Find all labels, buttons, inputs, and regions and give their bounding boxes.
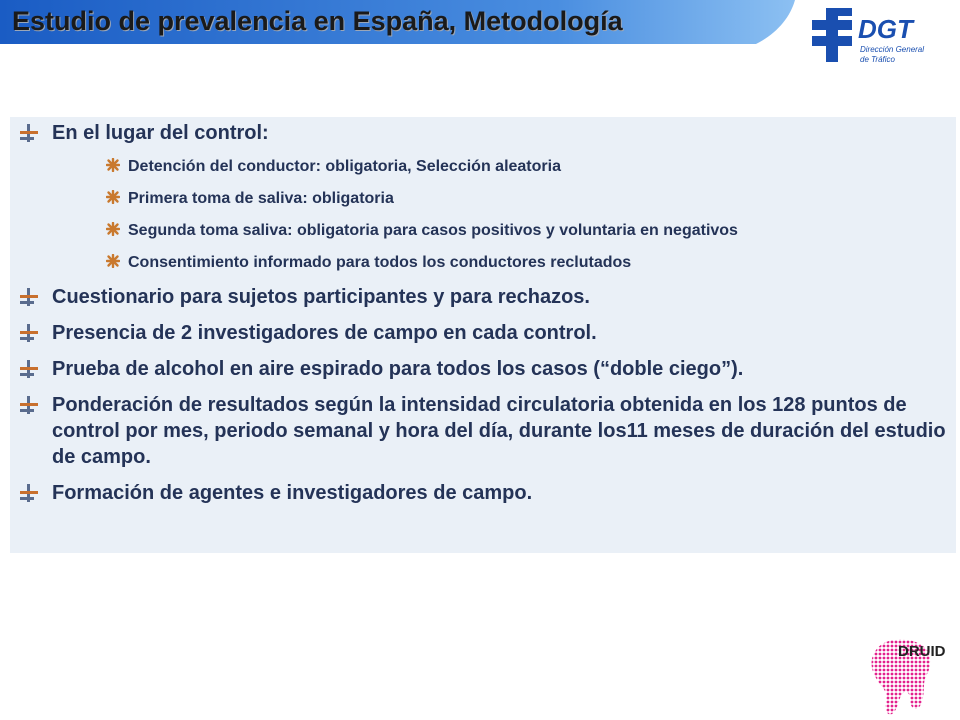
bullet-marker-icon bbox=[20, 396, 38, 414]
dgt-logo-line1: Dirección General bbox=[860, 45, 925, 54]
sub-bullet-marker-icon bbox=[106, 190, 120, 204]
bullet-item bbox=[18, 284, 948, 310]
bullet-item bbox=[18, 392, 948, 470]
bullet-marker-icon bbox=[20, 484, 38, 502]
dgt-logo bbox=[808, 4, 958, 74]
sub-bullet-text: Detención del conductor: obligatoria, Selección aleatoria bbox=[128, 158, 561, 175]
dgt-logo-line2: de Tráfico bbox=[860, 55, 895, 64]
bullet-text: Prueba de alcohol en aire espirado para todos los casos (“doble ciego”). bbox=[52, 358, 744, 380]
bullet-text: Formación de agentes e investigadores de campo. bbox=[52, 482, 533, 504]
sub-bullet-text: Primera toma de saliva: obligatoria bbox=[128, 190, 394, 207]
bullet-list bbox=[18, 120, 948, 516]
bullet-marker-icon bbox=[20, 288, 38, 306]
sub-bullet-marker-icon bbox=[106, 158, 120, 172]
sub-bullet-text: Segunda toma saliva: obligatoria para casos positivos y voluntaria en negativos bbox=[128, 222, 738, 239]
sub-bullet-list bbox=[52, 156, 948, 273]
bullet-item bbox=[18, 120, 948, 273]
druid-logo-name: DRUID bbox=[898, 643, 946, 660]
bullet-item bbox=[18, 356, 948, 382]
sub-bullet-item bbox=[94, 252, 948, 273]
bullet-text: En el lugar del control: bbox=[52, 122, 269, 144]
bullet-marker-icon bbox=[20, 124, 38, 142]
bullet-item bbox=[18, 320, 948, 346]
dgt-logo-name: DGT bbox=[858, 14, 913, 44]
sub-bullet-item bbox=[94, 220, 948, 241]
slide-title: Estudio de prevalencia en España, Metodología bbox=[12, 6, 623, 36]
sub-bullet-marker-icon bbox=[106, 254, 120, 268]
bullet-marker-icon bbox=[20, 360, 38, 378]
druid-logo bbox=[866, 636, 960, 720]
bullet-text: Ponderación de resultados según la intensidad circulatoria obtenida en los 128 puntos de control por mes, periodo semanal y hora del día, durante los11 meses de duración del estudio de campo. bbox=[52, 394, 946, 468]
bullet-text: Presencia de 2 investigadores de campo en cada control. bbox=[52, 322, 597, 344]
sub-bullet-text: Consentimiento informado para todos los conductores reclutados bbox=[128, 254, 632, 271]
bullet-item bbox=[18, 480, 948, 506]
bullet-text: Cuestionario para sujetos participantes y para rechazos. bbox=[52, 286, 590, 308]
bullet-marker-icon bbox=[20, 324, 38, 342]
sub-bullet-item bbox=[94, 188, 948, 209]
sub-bullet-marker-icon bbox=[106, 222, 120, 236]
sub-bullet-item bbox=[94, 156, 948, 177]
